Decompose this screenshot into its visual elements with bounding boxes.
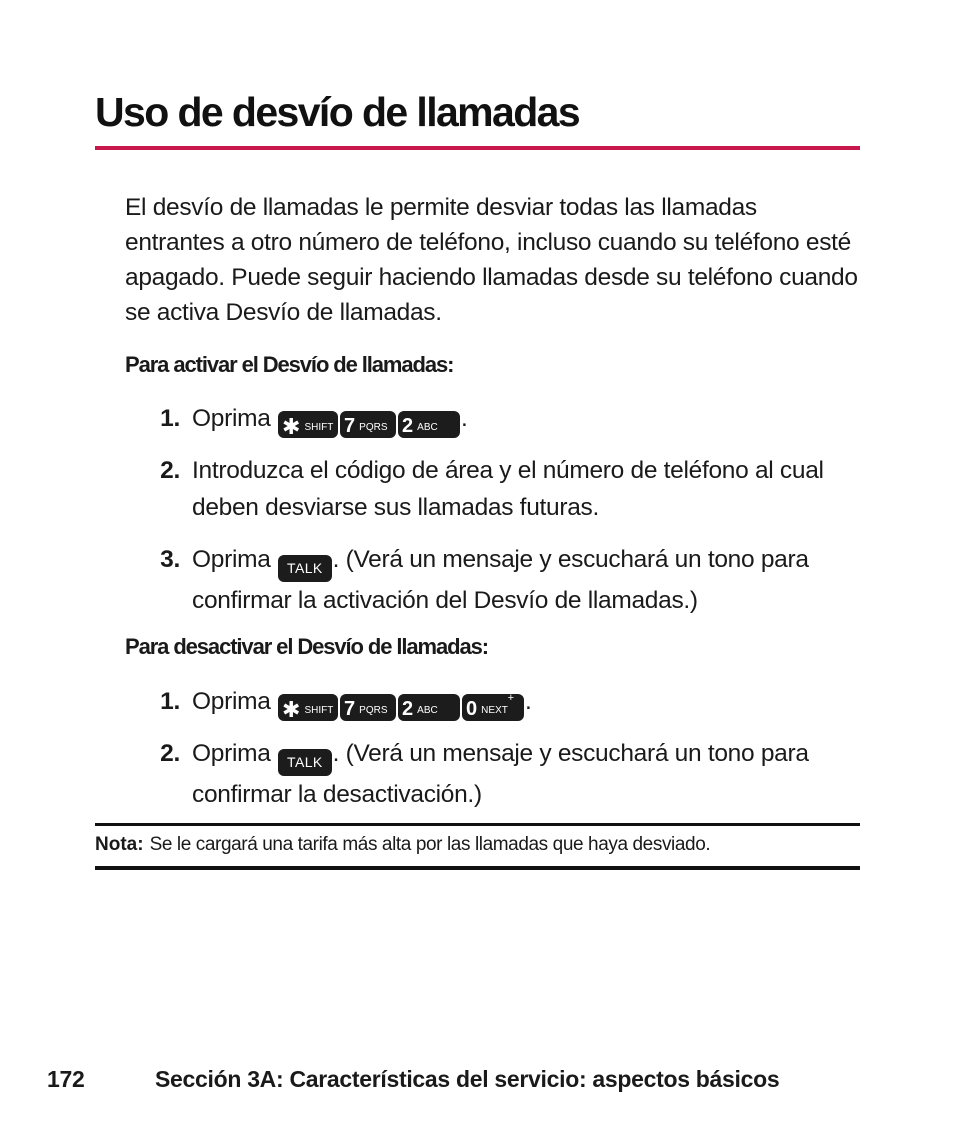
activate-step-1	[140, 400, 860, 438]
note-top-rule	[95, 823, 860, 826]
note-bottom-rule	[95, 866, 860, 870]
step-text: Introduzca el código de área y el número de teléfono al cual deben desviarse sus llamadas futuras.	[192, 457, 824, 521]
step-number: 2.	[160, 740, 180, 767]
title-divider	[95, 146, 860, 150]
shift-key-icon: ✱ SHIFT	[278, 411, 338, 438]
activate-heading: Para activar el Desvío de llamadas:	[125, 352, 454, 377]
seven-key-icon: 7 PQRS	[340, 411, 396, 438]
talk-key-icon: TALK	[278, 749, 332, 776]
note-label: Nota:	[95, 834, 144, 855]
intro-paragraph: El desvío de llamadas le permite desviar todas las llamadas entrantes a otro número de teléfono, incluso cuando su teléfono esté apagado. Puede seguir haciendo llamadas desde su teléfono cuando se activa Desvío de llamadas.	[125, 194, 858, 326]
two-key-icon: 2 ABC	[398, 694, 460, 721]
step-text: Oprima	[192, 740, 271, 767]
note-box	[95, 830, 860, 860]
deactivate-heading: Para desactivar el Desvío de llamadas:	[125, 634, 488, 659]
note-text: Se le cargará una tarifa más alta por las llamadas que haya desviado.	[149, 834, 711, 855]
deactivate-step-2	[140, 735, 860, 813]
step-number: 1.	[160, 688, 180, 715]
step-number: 1.	[160, 405, 180, 432]
shift-key-icon: ✱ SHIFT	[278, 694, 338, 721]
page-number: 172	[47, 1066, 85, 1092]
step-text-after: .	[525, 688, 532, 715]
activate-step-3	[140, 541, 860, 619]
step-text-after: . (Verá un mensaje y escuchará un tono para confirmar la desactivación.)	[192, 740, 809, 808]
talk-key-icon: TALK	[278, 555, 332, 582]
activate-step-2	[140, 452, 860, 526]
step-number: 2.	[160, 457, 180, 484]
step-text: Oprima	[192, 546, 271, 573]
seven-key-icon: 7 PQRS	[340, 694, 396, 721]
step-text-after: . (Verá un mensaje y escuchará un tono para confirmar la activación del Desvío de llamadas.)	[192, 546, 809, 614]
page-title: Uso de desvío de llamadas	[95, 89, 580, 135]
step-number: 3.	[160, 546, 180, 573]
step-text: Oprima	[192, 688, 271, 715]
section-title: Sección 3A: Características del servicio: aspectos básicos	[155, 1066, 780, 1092]
step-text: Oprima	[192, 405, 271, 432]
two-key-icon: 2 ABC	[398, 411, 460, 438]
zero-key-icon: + 0 NEXT	[462, 694, 524, 721]
deactivate-step-1	[140, 683, 860, 721]
step-text-after: .	[461, 405, 468, 432]
